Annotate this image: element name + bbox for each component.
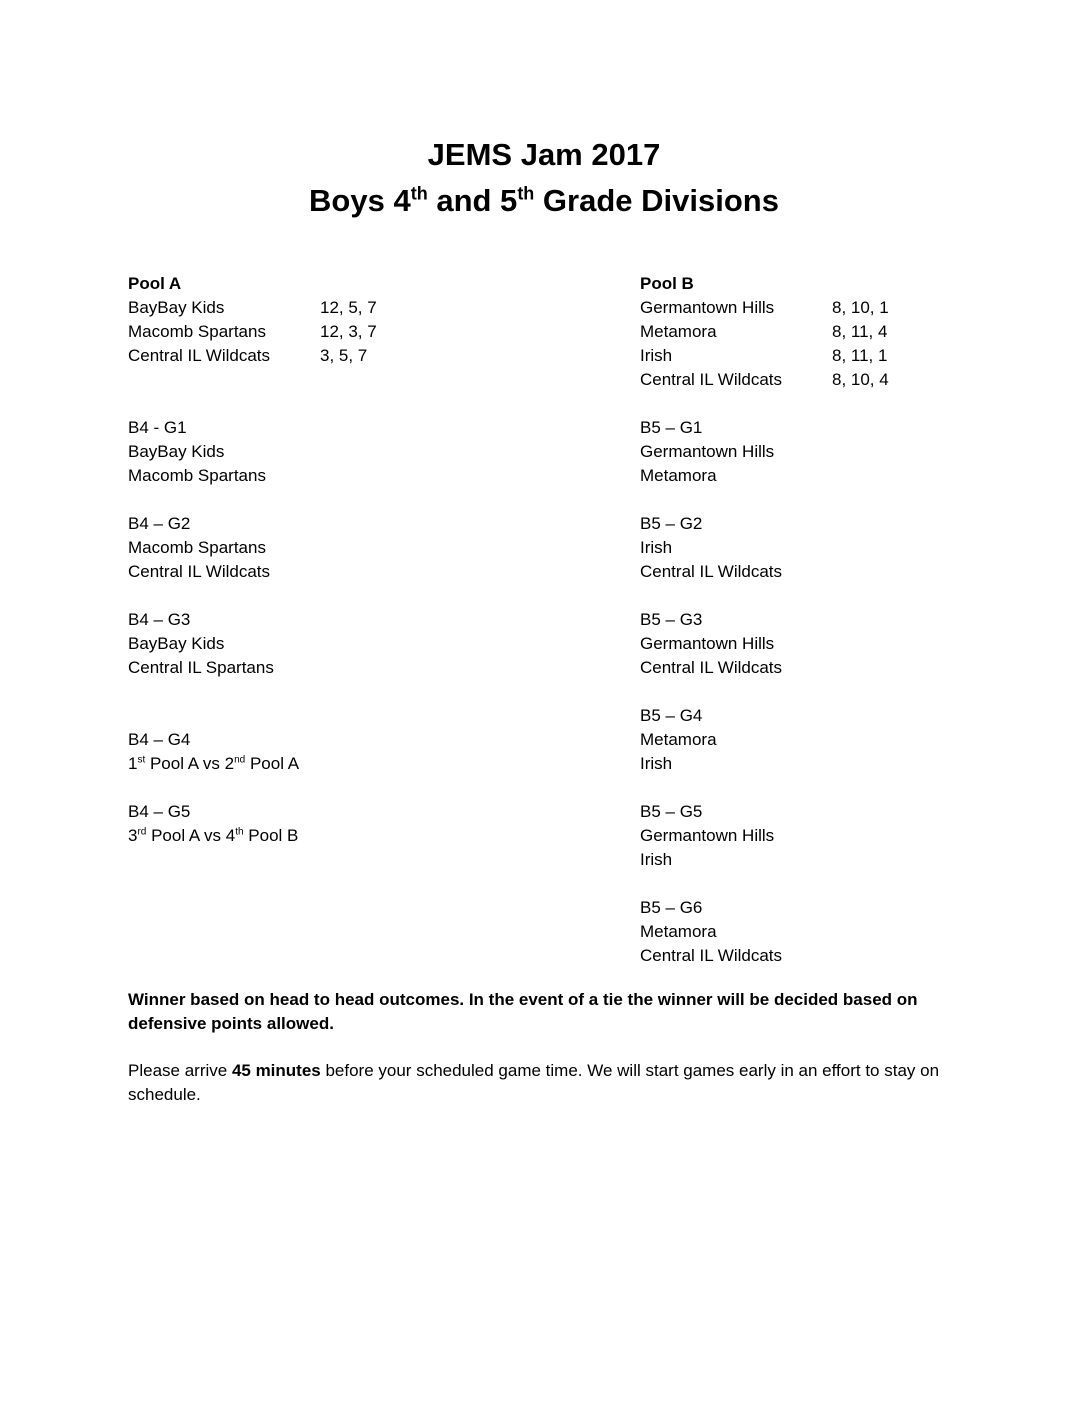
game-team: Irish — [640, 538, 673, 557]
title-line-1: JEMS Jam 2017 — [427, 137, 661, 172]
game-team: Germantown Hills — [640, 826, 775, 845]
matchup-sup: st — [137, 754, 146, 766]
game-label: B4 - G1 — [128, 418, 187, 437]
team-name: Metamora — [640, 322, 717, 341]
matchup-part: 3 — [128, 826, 138, 845]
game-team: Central IL Wildcats — [128, 562, 271, 581]
pool-b-team-row — [640, 344, 970, 368]
game-label: B5 – G2 — [640, 514, 703, 533]
team-name: Central IL Wildcats — [640, 370, 783, 389]
team-name: Central IL Wildcats — [128, 346, 271, 365]
matchup-sup: nd — [234, 754, 246, 766]
pool-b-heading: Pool B — [640, 274, 694, 293]
subtitle-part: Grade Divisions — [534, 183, 779, 218]
arrival-note — [128, 1059, 948, 1107]
game-team: BayBay Kids — [128, 634, 225, 653]
spacer — [640, 584, 970, 608]
matchup-part: 1 — [128, 754, 138, 773]
spacer — [640, 488, 970, 512]
matchup-part: Pool A — [245, 754, 300, 773]
page-title — [0, 135, 1088, 175]
spacer — [128, 488, 568, 512]
pool-a-team-row — [128, 320, 568, 344]
team-numbers: 8, 10, 1 — [832, 298, 889, 317]
game-team: Irish — [640, 754, 673, 773]
game-team: Macomb Spartans — [128, 466, 266, 485]
game-team: Central IL Wildcats — [640, 946, 783, 965]
game-team: Metamora — [640, 922, 717, 941]
game-team: Central IL Wildcats — [640, 658, 783, 677]
team-numbers: 8, 11, 1 — [832, 346, 888, 365]
team-numbers: 3, 5, 7 — [320, 346, 368, 365]
spacer — [640, 680, 970, 704]
game-matchup — [128, 752, 568, 776]
matchup-part: Pool B — [243, 826, 299, 845]
game-team: Metamora — [640, 730, 717, 749]
spacer — [128, 776, 568, 800]
game-team: Irish — [640, 850, 673, 869]
game-label: B5 – G3 — [640, 610, 703, 629]
game-team: Germantown Hills — [640, 442, 775, 461]
game-matchup — [128, 824, 568, 848]
right-column — [640, 272, 970, 968]
game-label: B4 – G4 — [128, 730, 191, 749]
game-label: B4 – G5 — [128, 802, 191, 821]
game-label: B5 – G4 — [640, 706, 703, 725]
pool-a-team-row — [128, 344, 568, 368]
game-team: Germantown Hills — [640, 634, 775, 653]
game-label: B4 – G3 — [128, 610, 191, 629]
matchup-part: Pool A vs 2 — [145, 754, 235, 773]
matchup-sup: rd — [137, 826, 147, 838]
game-label: B5 – G6 — [640, 898, 703, 917]
team-name: Macomb Spartans — [128, 322, 266, 341]
tiebreak-rule: Winner based on head to head outcomes. In the event of a tie the winner will be decided based on defensive points allowed. — [128, 990, 918, 1033]
pool-a-heading: Pool A — [128, 274, 182, 293]
team-numbers: 12, 5, 7 — [320, 298, 377, 317]
game-team: Metamora — [640, 466, 717, 485]
team-numbers: 12, 3, 7 — [320, 322, 377, 341]
left-column — [128, 272, 568, 848]
arrival-emphasis: 45 minutes — [231, 1061, 321, 1080]
spacer — [640, 392, 970, 416]
game-label: B4 – G2 — [128, 514, 191, 533]
game-team: Central IL Wildcats — [640, 562, 783, 581]
game-label: B5 – G5 — [640, 802, 703, 821]
game-team: Central IL Spartans — [128, 658, 274, 677]
page-subtitle — [0, 181, 1088, 221]
game-team: BayBay Kids — [128, 442, 225, 461]
matchup-part: Pool A vs 4 — [146, 826, 236, 845]
matchup-sup: th — [235, 826, 244, 838]
game-label: B5 – G1 — [640, 418, 703, 437]
arrival-text: before your scheduled game time. We will start games early in an effort to stay on schedule. — [128, 1061, 940, 1104]
spacer — [128, 392, 568, 416]
team-name: Germantown Hills — [640, 298, 775, 317]
subtitle-sup: th — [410, 183, 428, 204]
team-numbers: 8, 10, 4 — [832, 370, 889, 389]
subtitle-sup: th — [517, 183, 535, 204]
pool-b-team-row — [640, 368, 970, 392]
team-numbers: 8, 11, 4 — [832, 322, 888, 341]
pool-b-team-row — [640, 320, 970, 344]
pool-b-team-row — [640, 296, 970, 320]
subtitle-part: and 5 — [427, 183, 518, 218]
spacer — [128, 680, 568, 704]
spacer — [128, 584, 568, 608]
spacer — [128, 368, 568, 392]
spacer — [128, 704, 568, 728]
team-name: BayBay Kids — [128, 298, 225, 317]
arrival-text: Please arrive — [128, 1061, 232, 1080]
spacer — [640, 872, 970, 896]
team-name: Irish — [640, 346, 673, 365]
subtitle-part: Boys 4 — [309, 183, 411, 218]
pool-a-team-row — [128, 296, 568, 320]
spacer — [640, 776, 970, 800]
game-team: Macomb Spartans — [128, 538, 266, 557]
